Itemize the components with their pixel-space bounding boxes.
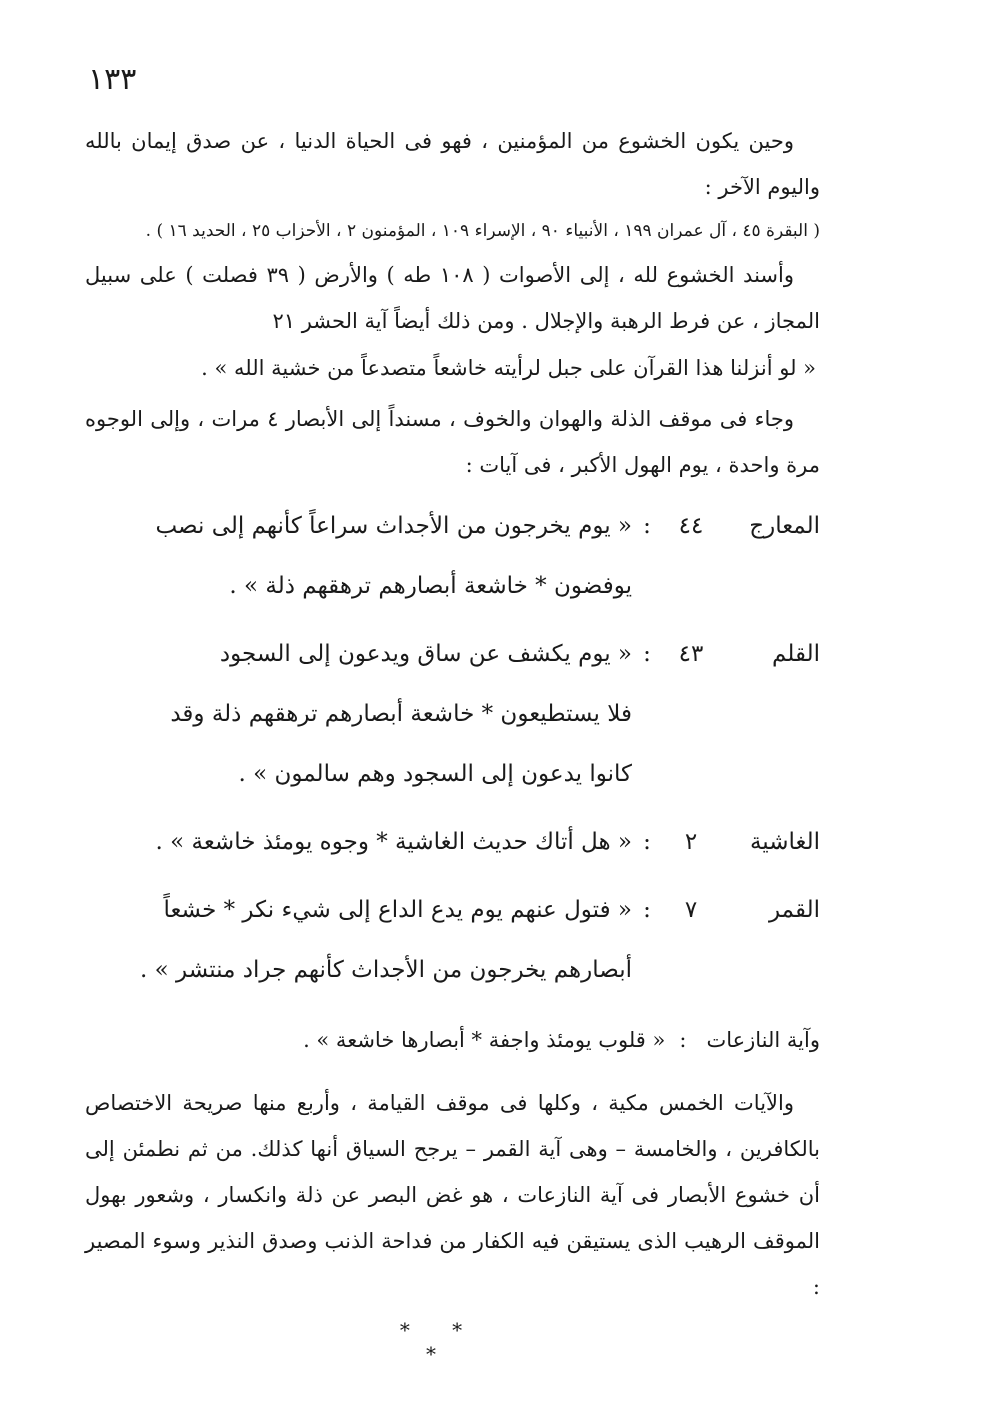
verse-number: ٧ [684, 897, 698, 923]
verse-line: كانوا يدعون إلى السجود وهم سالمون » . [238, 761, 632, 787]
verse-item [85, 812, 820, 872]
verse-surah: القلم [772, 641, 820, 667]
quran-references: ( البقرة ٤٥ ، آل عمران ١٩٩ ، الأنبياء ٩٠ ، الإسراء ١٠٩ ، المؤمنون ٢ ، الأحزاب ٢٥ ، الحديد ١٦ ) . [145, 221, 820, 241]
verse-colon: : [643, 897, 651, 923]
verse-surah: الغاشية [749, 829, 820, 855]
verse-item [85, 624, 820, 804]
naziat-verse [85, 1010, 820, 1070]
verse-number: ٤٤ [678, 513, 704, 539]
verse-item [85, 496, 820, 616]
verse-colon: : [643, 513, 651, 539]
naziat-colon: : [679, 1028, 687, 1052]
verse-item [85, 880, 820, 1000]
verse-number: ٢ [684, 829, 698, 855]
verse-text [85, 880, 632, 1000]
verse-colon: : [643, 829, 651, 855]
end-mark: * * * [399, 1318, 481, 1366]
intro-paragraph: وحين يكون الخشوع من المؤمنين ، فهو فى الحياة الدنيا ، عن صدق إيمان بالله واليوم الآخر : [85, 129, 820, 199]
page-content [85, 118, 820, 1310]
closing-paragraph: والآيات الخمس مكية ، وكلها فى موقف القيامة ، وأربع منها صريحة الاختصاص بالكافرين ، والخامسة – وهى آية القمر – يرجح السياق أنها كذلك. من ثم نطمئن إلى أن خشوع الأبصار فى آية النازعات ، هو غض البصر عن ذلة وانكسار ، وشعور بهول الموقف الرهيب الذى يستيقن فيه الكفار من فداحة الذنب وصدق النذير وسوء المصير : [85, 1091, 820, 1299]
verse-line: « فتول عنهم يوم يدع الداع إلى شيء نكر * خشعاً [163, 897, 632, 923]
verse-text [85, 812, 632, 872]
verse-text [85, 496, 632, 616]
page-number: ١٣٣ [88, 62, 137, 97]
verse-line: « هل أتاك حديث الغاشية * وجوه يومئذ خاشعة » . [155, 829, 632, 855]
verse-line: « يوم يخرجون من الأجداث سراعاً كأنهم إلى نصب [155, 513, 632, 539]
verse-line: فلا يستطيعون * خاشعة أبصارهم ترهقهم ذلة وقد [170, 701, 632, 727]
verse-colon: : [643, 641, 651, 667]
verse-line: يوفضون * خاشعة أبصارهم ترهقهم ذلة » . [229, 573, 632, 599]
naziat-text: « قلوب يومئذ واجفة * أبصارها خاشعة » . [303, 1028, 666, 1052]
verse-text [85, 624, 632, 804]
verse-number: ٤٣ [678, 641, 704, 667]
context-paragraph: وجاء فى موقف الذلة والهوان والخوف ، مسنداً إلى الأبصار ٤ مرات ، وإلى الوجوه مرة واحدة ، يوم الهول الأكبر ، فى آيات : [85, 407, 820, 477]
verse-surah: القمر [768, 897, 820, 923]
verse-list [85, 496, 820, 1000]
verse-line: أبصارهم يخرجون من الأجداث كأنهم جراد منتشر » . [140, 957, 632, 983]
verse-line: « يوم يكشف عن ساق ويدعون إلى السجود [219, 641, 632, 667]
attribution-paragraph: وأسند الخشوع لله ، إلى الأصوات ( ١٠٨ طه ) والأرض ( ٣٩ فصلت ) على سبيل المجاز ، عن فرط الرهبة والإجلال . ومن ذلك أيضاً آية الحشر ٢١ [85, 263, 820, 333]
naziat-label: وآية النازعات [706, 1028, 820, 1052]
verse-surah: المعارج [749, 513, 820, 539]
quote-hashr: « لو أنزلنا هذا القرآن على جبل لرأيته خاشعاً متصدعاً من خشية الله » . [201, 356, 816, 380]
